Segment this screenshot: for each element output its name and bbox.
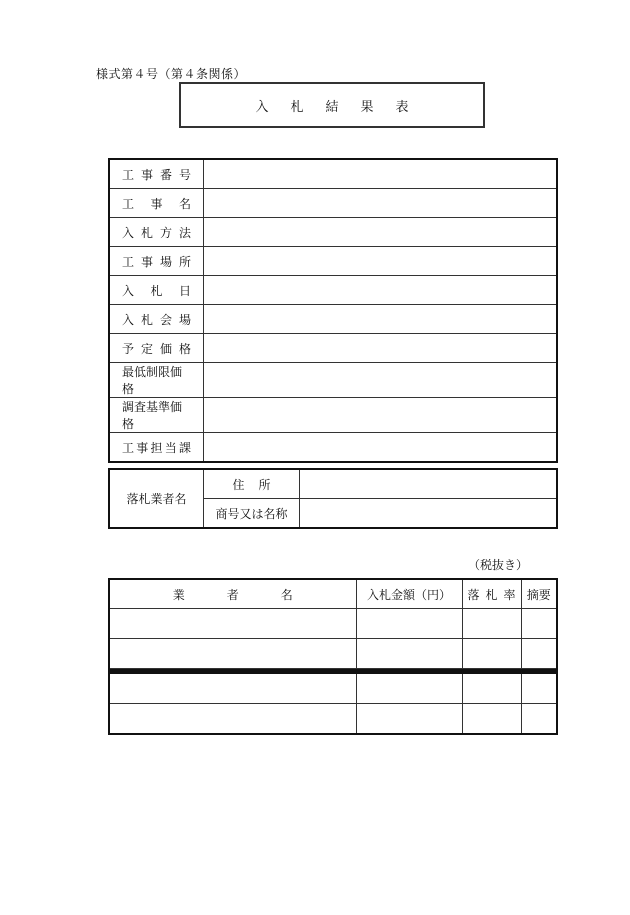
result-name-cell [109,704,356,735]
tax-note: （税抜き） [468,558,529,572]
info-row [109,189,557,218]
company-name-value [300,499,558,529]
info-row-value [204,276,558,305]
info-row-label: 予 定 価 格 [109,334,204,363]
info-row-value [204,218,558,247]
table-row [109,674,557,704]
address-label: 住 所 [204,469,300,499]
company-name-label: 商号又は名称 [204,499,300,529]
info-row [109,398,557,433]
table-row [109,704,557,735]
result-remarks-cell [521,674,557,704]
result-remarks-cell [521,609,557,639]
title-char: 表 [395,99,409,115]
info-row [109,433,557,463]
result-remarks-cell [521,704,557,735]
info-row [109,247,557,276]
info-row [109,305,557,334]
title-char: 果 [360,99,374,115]
info-row [109,276,557,305]
info-row-label: 最低制限価格 [109,363,204,398]
info-row-value [204,305,558,334]
document-title [255,96,408,115]
bid-results-table [108,578,558,735]
result-rate-cell [462,609,521,639]
info-row-label: 入 札 会 場 [109,305,204,334]
table-row [109,609,557,639]
info-row-label: 工 事 担 当 課 [109,433,204,463]
info-row-label: 工 事 名 [109,189,204,218]
info-row-label: 調査基準価格 [109,398,204,433]
result-amount-cell [356,704,462,735]
document-title-box [179,82,485,128]
result-rate-cell [462,704,521,735]
remarks-header: 摘要 [521,579,557,609]
info-row-value [204,189,558,218]
info-row [109,363,557,398]
result-name-cell [109,609,356,639]
info-row-value [204,398,558,433]
title-char: 結 [325,99,339,115]
result-amount-cell [356,674,462,704]
info-row-label: 入 札 方 法 [109,218,204,247]
info-row [109,159,557,189]
info-row-value [204,433,558,463]
info-row-value [204,363,558,398]
bid-info-table [108,158,558,463]
result-amount-cell [356,609,462,639]
result-amount-cell [356,639,462,669]
table-row [109,639,557,669]
result-rate-cell [462,674,521,704]
info-row-value [204,247,558,276]
award-rate-header: 落 札 率 [462,579,521,609]
info-row-label: 工 事 番 号 [109,159,204,189]
result-remarks-cell [521,639,557,669]
results-header-row [109,579,557,609]
result-rate-cell [462,639,521,669]
bid-amount-header: 入札金額（円） [356,579,462,609]
info-row-label: 工 事 場 所 [109,247,204,276]
winning-bidder-table [108,468,558,529]
form-number: 様式第４号（第４条関係） [96,67,247,81]
bidder-name-header: 業 者 名 [109,579,356,609]
info-row [109,334,557,363]
info-row-label: 入 札 日 [109,276,204,305]
title-char: 札 [290,99,304,115]
winning-bidder-label: 落札業者名 [109,469,204,528]
info-row-value [204,334,558,363]
info-row-value [204,159,558,189]
info-row [109,218,557,247]
result-name-cell [109,639,356,669]
result-name-cell [109,674,356,704]
address-value [300,469,558,499]
title-char: 入 [255,99,269,115]
